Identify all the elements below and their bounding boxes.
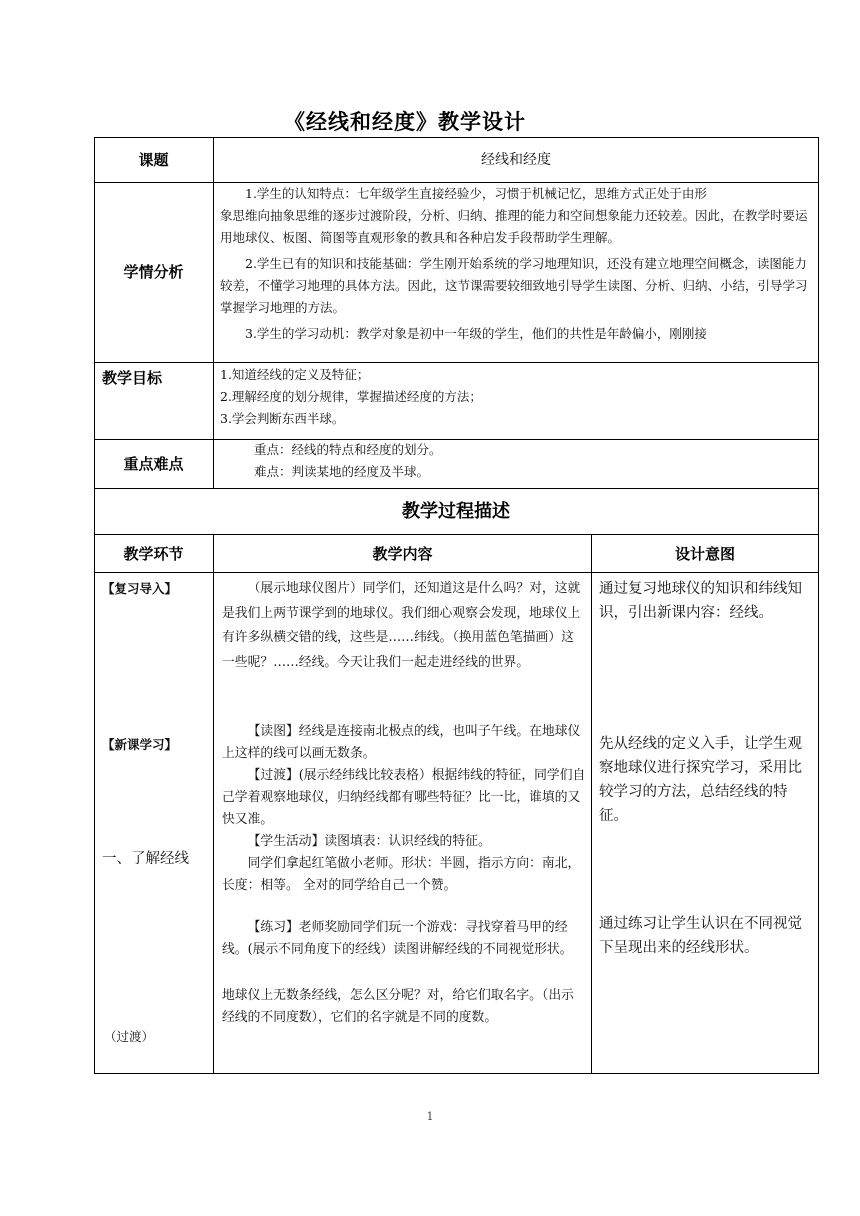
content-teacher: 同学们拿起红笔做小老师。形状：半圆，指示方向：南北，长度：相等。 全对的同学给自己一个赞。 — [222, 856, 581, 893]
goals-list — [220, 364, 814, 430]
stage-transition: （过渡） — [104, 1029, 155, 1044]
analysis-label: 学情分析 — [123, 263, 184, 281]
key-point-item: 重点：经线的特点和经度的划分。 — [254, 442, 442, 457]
content-transition: 【过渡】(展示经纬线比较表格）根据纬线的特征，同学们自己学着观察地球仪，归纳经线都有哪些特征？比一比，谁填的又快又准。 — [222, 768, 586, 827]
analysis-paragraph: 2.学生已有的知识和技能基础：学生刚开始系统的学习地理知识，还没有建立地理空间概念，读图能力较差，不懂学习地理的具体方法。因此，这节课需要较细致地引导学生读图、分析、归纳、小结，引导学习掌握学习地理的方法。 — [220, 256, 808, 315]
intent-column-header: 设计意图 — [674, 545, 735, 563]
topic-label: 课题 — [138, 151, 169, 169]
topic-value: 经线和经度 — [481, 152, 551, 168]
analysis-paragraph: 1.学生的认知特点：七年级学生直接经验少，习惯于机械记忆，思维方式正处于由形 — [245, 186, 707, 201]
goal-item: 1.知道经线的定义及特征； — [220, 367, 370, 382]
document-title: 《经线和经度》教学设计 — [284, 110, 526, 134]
content-column-header: 教学内容 — [372, 545, 433, 563]
stage-review: 【复习导入】 — [102, 581, 178, 596]
content-column — [222, 577, 586, 1072]
goal-item: 3.学会判断东西半球。 — [220, 411, 345, 426]
content-naming: 地球仪上无数条经线，怎么区分呢？对，给它们取名字。（出示经线的不同度数），它们的名字就是不同的度数。 — [222, 988, 574, 1025]
content-activity: 【学生活动】读图填表：认识经线的特征。 — [247, 834, 491, 849]
key-point-item: 难点：判读某地的经度及半球。 — [254, 464, 430, 479]
stage-section-1: 一、了解经线 — [102, 851, 189, 867]
stage-column-header: 教学环节 — [123, 545, 184, 563]
goal-item: 2.理解经度的划分规律，掌握描述经度的方法； — [220, 389, 482, 404]
content-read-map: 【读图】经线是连接南北极点的线，也叫子午线。在地球仪上这样的线可以画无数条。 — [222, 724, 581, 761]
analysis-paragraph: 象思维向抽象思维的逐步过渡阶段，分析、归纳、推理的能力和空间想象能力还较差。因此，在教学时要运用地球仪、板图、简图等直观形象的教具和各种启发手段帮助学生理解。 — [220, 208, 808, 245]
key-points-list — [254, 439, 814, 483]
intent-1: 通过复习地球仪的知识和纬线知识，引出新课内容：经线。 — [599, 581, 802, 621]
content-practice: 【练习】老师奖励同学们玩一个游戏：寻找穿着马甲的经线。(展示不同角度下的经线）读图讲解经线的不同视觉形状。 — [222, 920, 573, 957]
page-number: 1 — [426, 1110, 434, 1123]
intent-3: 通过练习让学生认识在不同视觉下呈现出来的经线形状。 — [599, 916, 802, 956]
lesson-plan-table — [94, 137, 819, 1074]
content-intro: （展示地球仪图片）同学们，还知道这是什么吗？对，这就是我们上两节课学到的地球仪。我们细心观察会发现，地球仪上有许多纵横交错的线，这些是……纬线。（换用蓝色笔描画）这一些呢？……经线。今天让我们一起走进经线的世界。 — [222, 581, 581, 670]
analysis-text — [220, 183, 814, 361]
intent-2: 先从经线的定义入手，让学生观察地球仪进行探究学习，采用比较学习的方法，总结经线的特征。 — [599, 736, 802, 824]
process-heading: 教学过程描述 — [402, 501, 510, 522]
stage-new-lesson: 【新课学习】 — [102, 737, 178, 752]
goals-label: 教学目标 — [102, 369, 163, 387]
analysis-paragraph: 3.学生的学习动机：教学对象是初中一年级的学生，他们的共性是年龄偏小，刚刚接 — [245, 326, 707, 341]
key-points-label: 重点难点 — [123, 455, 184, 473]
